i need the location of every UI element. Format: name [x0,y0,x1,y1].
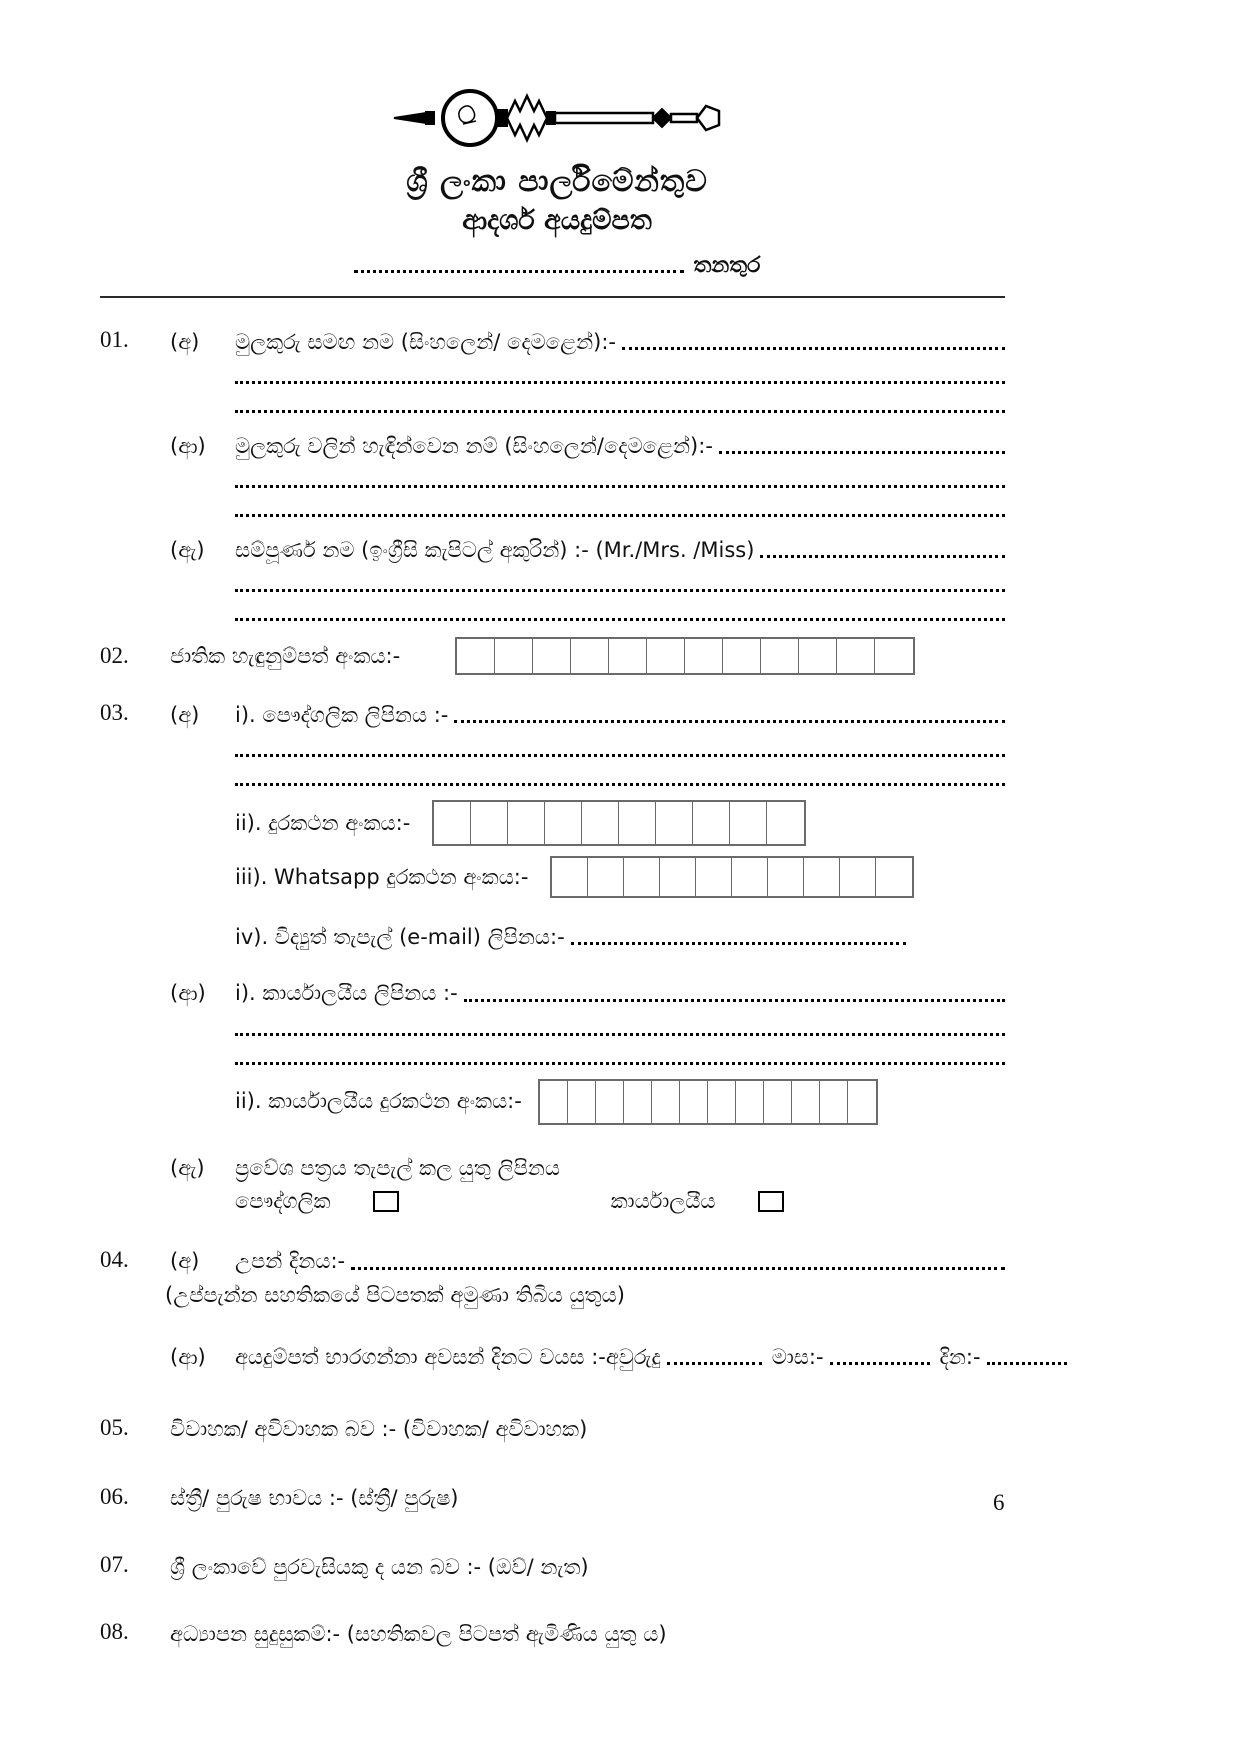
item03-a-ii-text: ii). දුරකථන අංකය:- [235,810,411,835]
digit-box[interactable] [685,639,723,673]
org-name: ශ්‍රී ලංකා පාර්ලිමේන්තුව [406,164,708,199]
item04-a-row [100,1246,1005,1275]
digit-box[interactable] [767,802,804,844]
item03-a-i-fill-line-3[interactable] [235,783,1005,786]
item07-number: 07. [100,1552,129,1578]
personal-option-label: පෞද්ගලික [235,1188,331,1213]
days-label: දින:- [939,1344,981,1369]
age-months-fill-line[interactable] [830,1362,930,1365]
item07-text: ශ්‍රී ලංකාවේ පුරවැසියකු ද යන බව :- (ඔව්/ නැත) [170,1554,589,1579]
digit-box[interactable] [624,858,660,896]
item04-aa-text: අයදුම්පත් භාරගන්නා අවසන් දිනට වයස :-අවුරුදු [235,1344,661,1369]
item01-a-fill-line-2[interactable] [235,381,1005,384]
digit-box[interactable] [571,639,609,673]
months-label: මාස:- [771,1344,824,1369]
digit-box[interactable] [652,1081,680,1123]
item03-a-iii-text: iii). Whatsapp දුරකථන අංකය:- [235,864,529,889]
digit-box[interactable] [568,1081,596,1123]
birthdate-fill-line[interactable] [351,1267,1005,1270]
parliament-mace-icon [392,82,722,154]
nic-number-boxes[interactable] [455,637,915,675]
digit-box[interactable] [582,802,619,844]
item08-number: 08. [100,1619,129,1644]
digit-box[interactable] [764,1081,792,1123]
item05-text: විවාහක/ අවිවාහක බව :- (විවාහක/ අවිවාහක) [170,1417,588,1442]
digit-box[interactable] [508,802,545,844]
item03-a-i-fill-line-2[interactable] [235,754,1005,757]
item08-row [100,1618,1005,1647]
digit-box[interactable] [545,802,582,844]
item03-a-i-row [100,699,1005,728]
item03-a-iv-row [235,924,1005,950]
item01-ae-fill-line-1[interactable] [760,555,1005,558]
item03-aa-i-text: i). කාර්යාලයීය ලිපිනය :- [235,981,458,1006]
item03-ae-choice-row [235,1189,1005,1214]
item03-a-iii-row [235,856,1005,898]
item04-number: 04. [100,1246,129,1272]
item07-row [100,1551,1005,1580]
digit-box[interactable] [876,858,912,896]
item01-a-fill-line-3[interactable] [235,410,1005,413]
whatsapp-number-boxes[interactable] [550,856,914,898]
digit-box[interactable] [552,858,588,896]
item01-a-text: මුලකුරු සමඟ නම (සිංහලෙන්/ දෙමළෙන්):- [235,329,616,354]
item01-a-row [100,326,1005,355]
item03-number: 03. [100,700,129,726]
digit-box[interactable] [609,639,647,673]
digit-box[interactable] [434,802,471,844]
item03-aa-ii-text: ii). කාර්යාලයීය දුරකථන අංකය:- [235,1089,522,1114]
item03-a-i-text: i). පෞද්ගලික ලිපිනය :- [235,702,449,727]
digit-box[interactable] [837,639,875,673]
item03-a-iv-text: iv). විද්‍යුත් තැපැල් (e-mail) ලිපිනය:- [235,925,565,949]
item03-a-ii-row [235,800,1005,846]
digit-box[interactable] [619,802,656,844]
digit-box[interactable] [736,1081,764,1123]
digit-box[interactable] [820,1081,848,1123]
email-fill-line[interactable] [571,942,906,945]
digit-box[interactable] [457,639,495,673]
digit-box[interactable] [588,858,624,896]
item02-number: 02. [100,642,129,668]
digit-box[interactable] [495,639,533,673]
item03-ae-text: ප්‍රවේශ පත්‍රය තැපැල් කල යුතු ලිපිනය [235,1155,561,1180]
item02-text: ජාතික හැඳුනුම්පත් අංකය:- [170,644,401,669]
item04-aa-row [100,1344,1005,1370]
item06-row [100,1483,1005,1512]
item03-ae-row [100,1155,1005,1181]
item03-a-i-fill-line-1[interactable] [454,720,1005,723]
digit-box[interactable] [533,639,571,673]
item06-text: ස්ත්‍රී/ පුරුෂ භාවය :- (ස්ත්‍රී/ පුරුෂ) [170,1486,459,1510]
telephone-number-boxes[interactable] [432,800,806,846]
item04-a-label: (අ) [170,1249,200,1274]
item01-aa-fill-line-2[interactable] [235,485,1005,488]
digit-box[interactable] [696,858,732,896]
item03-a-label: (අ) [170,702,200,727]
item01-a-fill-line-1[interactable] [622,347,1005,350]
digit-box[interactable] [624,1081,652,1123]
item01-ae-text: සම්පූර්ණ නම (ඉංග්‍රීසි කැපිටල් අකුරින්) :- (Mr./Mrs. /Miss) [235,538,755,562]
digit-box[interactable] [723,639,761,673]
item01-ae-fill-line-3[interactable] [235,618,1005,621]
digit-box[interactable] [693,802,730,844]
digit-box[interactable] [730,802,767,844]
item01-aa-fill-line-1[interactable] [719,451,1005,454]
office-checkbox[interactable] [758,1191,784,1212]
item03-aa-i-fill-line-2[interactable] [235,1033,1005,1036]
digit-box[interactable] [471,802,508,844]
item03-aa-label: (ආ) [170,981,206,1006]
form-body [0,296,1241,1647]
position-fill-line[interactable] [354,270,684,273]
item01-aa-fill-line-3[interactable] [235,514,1005,517]
digit-box[interactable] [708,1081,736,1123]
digit-box[interactable] [799,639,837,673]
position-line [2,253,1112,278]
item01-ae-row [100,537,1005,563]
form-header [0,0,1241,278]
digit-box[interactable] [792,1081,820,1123]
digit-box[interactable] [596,1081,624,1123]
page-number: 6 [993,1490,1005,1515]
digit-box[interactable] [732,858,768,896]
digit-box[interactable] [875,639,913,673]
item06-number: 06. [100,1483,129,1509]
personal-checkbox[interactable] [373,1191,399,1212]
digit-box[interactable] [840,858,876,896]
digit-box[interactable] [848,1081,876,1123]
item03-aa-i-row [100,980,1005,1006]
item03-aa-ii-row [235,1079,1005,1125]
digit-box[interactable] [656,802,693,844]
item03-aa-i-fill-line-1[interactable] [464,999,1005,1002]
item01-ae-label: (ඇ) [170,538,205,562]
item05-row [100,1414,1005,1443]
item04-aa-label: (ආ) [170,1344,206,1369]
digit-box[interactable] [680,1081,708,1123]
item03-aa-i-fill-line-3[interactable] [235,1062,1005,1065]
digit-box[interactable] [804,858,840,896]
age-years-fill-line[interactable] [667,1362,762,1365]
item04-a-text: උපන් දිනය:- [235,1249,346,1274]
item03-ae-label: (ඇ) [170,1155,205,1180]
item04-a-note: (උප්පැන්න සහතිකයේ පිටපතක් අමුණා තිබිය යුතුය) [165,1282,625,1307]
item01-number: 01. [100,327,129,352]
item08-text: අධ්‍යාපන සුදුසුකම්:- (සහතිකවල පිටපත් ඇමිණිය යුතු ය) [170,1621,667,1646]
digit-box[interactable] [647,639,685,673]
form-title: ආදර්ශ අයදුම්පත [462,205,652,236]
item01-aa-text: මුලකුරු වලින් හැඳින්වෙන නම් (සිංහලෙන්/දෙමළෙන්):- [235,433,713,458]
item02-row [100,637,1005,675]
office-option-label: කාර්යාලයීය [610,1188,716,1213]
digit-box[interactable] [660,858,696,896]
digit-box[interactable] [540,1081,568,1123]
item01-aa-row [100,433,1005,459]
item01-ae-fill-line-2[interactable] [235,589,1005,592]
item05-number: 05. [100,1414,129,1440]
digit-box[interactable] [761,639,799,673]
digit-box[interactable] [768,858,804,896]
header-divider [100,296,1005,298]
position-label: තනතුර [693,253,761,278]
item01-a-label: (අ) [170,329,200,354]
age-days-fill-line[interactable] [987,1362,1067,1365]
office-telephone-boxes[interactable] [538,1079,878,1125]
item01-aa-label: (ආ) [170,433,206,458]
